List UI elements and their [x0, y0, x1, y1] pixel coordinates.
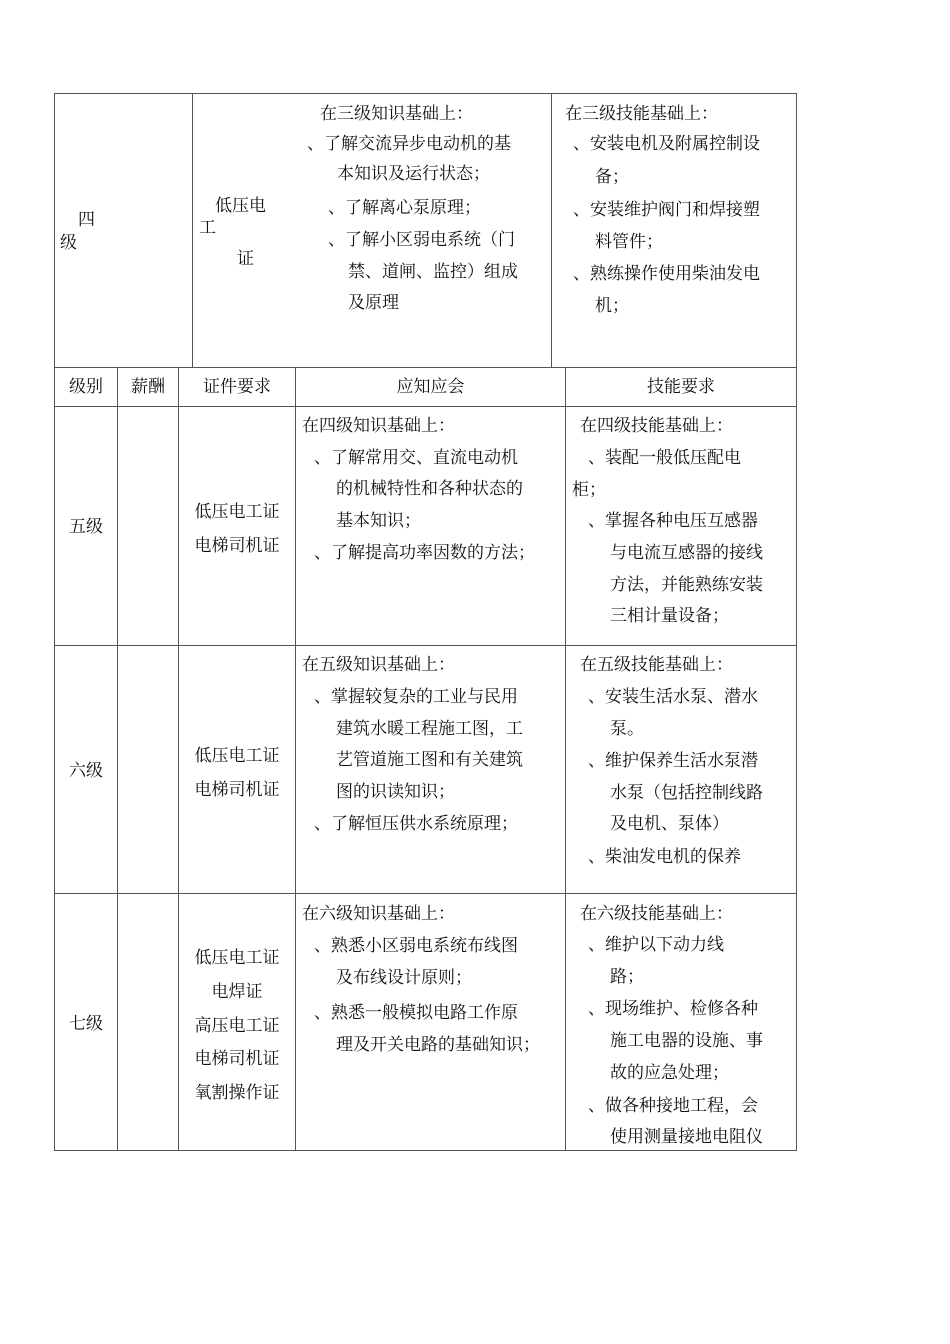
skills-item: 、安装生活水泵、潜水: [588, 687, 758, 707]
skills-item: 故的应急处理；: [610, 1063, 729, 1083]
header-skills: 技能要求: [647, 377, 715, 397]
skills-item: 、熟练操作使用柴油发电: [573, 264, 760, 284]
table-border: [54, 645, 797, 646]
skills-item: 柜；: [572, 480, 606, 500]
knowledge-item: 禁、道闸、监控）组成: [348, 262, 518, 282]
knowledge-item: 、了解提高功率因数的方法；: [314, 543, 535, 563]
table-border: [295, 367, 296, 1151]
skills-item: 泵。: [610, 719, 644, 739]
table-border: [54, 367, 797, 368]
table-border: [54, 93, 55, 367]
cert-item: 高压电工证: [194, 1016, 280, 1036]
skills-heading: 在六级技能基础上：: [580, 904, 733, 924]
table-border: [117, 367, 118, 1151]
skills-item: 、装配一般低压配电: [588, 448, 741, 468]
cert-item: 电焊证: [211, 982, 263, 1002]
table-border: [796, 93, 797, 367]
cert-label-line1: 低压电: [215, 196, 266, 216]
table-border: [54, 406, 797, 407]
knowledge-item: 理及开关电路的基础知识；: [336, 1035, 540, 1055]
table-border: [796, 367, 797, 1151]
skills-item: 路；: [610, 967, 644, 987]
cert-item: 电梯司机证: [194, 780, 280, 800]
cert-label-line2: 工: [199, 218, 216, 238]
header-salary: 薪酬: [131, 377, 165, 397]
skills-item: 及电机、泵体）: [610, 814, 729, 834]
knowledge-item: 基本知识；: [336, 511, 421, 531]
level-label-line2: 级: [60, 233, 77, 253]
knowledge-item: 、熟悉小区弱电系统布线图: [314, 936, 518, 956]
knowledge-item: 、了解离心泵原理；: [328, 198, 481, 218]
knowledge-item: 、了解恒压供水系统原理；: [314, 814, 518, 834]
cert-label-line3: 证: [237, 249, 254, 269]
knowledge-heading: 在六级知识基础上：: [302, 904, 455, 924]
skills-item: 施工电器的设施、事: [610, 1031, 763, 1051]
skills-heading: 在四级技能基础上：: [580, 416, 733, 436]
skills-item: 机；: [595, 296, 629, 316]
knowledge-item: 的机械特性和各种状态的: [336, 479, 523, 499]
knowledge-item: 艺管道施工图和有关建筑: [336, 750, 523, 770]
level-cell: 六级: [69, 761, 103, 781]
cert-item: 氧割操作证: [194, 1083, 280, 1103]
header-level: 级别: [69, 377, 103, 397]
knowledge-item: 本知识及运行状态；: [337, 164, 490, 184]
table-border: [192, 93, 193, 367]
level-label-line1: 四: [78, 210, 95, 230]
knowledge-heading: 在五级知识基础上：: [302, 655, 455, 675]
level-cell: 五级: [69, 517, 103, 537]
table-border: [54, 893, 797, 894]
skills-item: 方法，并能熟练安装: [610, 575, 763, 595]
knowledge-item: 、了解小区弱电系统（门: [328, 230, 515, 250]
table-border: [565, 367, 566, 1151]
header-knowledge: 应知应会: [396, 377, 465, 397]
cert-item: 低压电工证: [194, 948, 280, 968]
knowledge-heading: 在三级知识基础上：: [320, 104, 473, 124]
cert-item: 低压电工证: [194, 746, 280, 766]
header-cert: 证件要求: [203, 377, 271, 397]
skills-item: 、安装电机及附属控制设: [573, 134, 760, 154]
skills-item: 三相计量设备；: [610, 606, 729, 626]
table-border: [54, 93, 797, 94]
knowledge-item: 、了解常用交、直流电动机: [314, 448, 518, 468]
skills-item: 水泵（包括控制线路: [610, 783, 763, 803]
skills-item: 、维护以下动力线: [588, 935, 724, 955]
knowledge-item: 图的识读知识；: [336, 782, 455, 802]
table-border: [551, 93, 552, 367]
cert-item: 低压电工证: [194, 502, 280, 522]
cert-item: 电梯司机证: [194, 1049, 280, 1069]
skills-item: 使用测量接地电阻仪: [610, 1127, 763, 1147]
level-cell: 七级: [69, 1014, 103, 1034]
skills-item: 备；: [595, 167, 629, 187]
knowledge-item: 及原理: [348, 293, 399, 313]
knowledge-item: 及布线设计原则；: [336, 968, 472, 988]
skills-item: 、维护保养生活水泵潜: [588, 751, 758, 771]
knowledge-item: 、熟悉一般模拟电路工作原: [314, 1003, 518, 1023]
skills-item: 、现场维护、检修各种: [588, 999, 758, 1019]
skills-item: 、掌握各种电压互感器: [588, 511, 758, 531]
skills-heading: 在五级技能基础上：: [580, 655, 733, 675]
skills-item: 与电流互感器的接线: [610, 543, 763, 563]
skills-item: 料管件；: [595, 232, 663, 252]
knowledge-item: 、了解交流异步电动机的基: [307, 134, 511, 154]
skills-item: 、做各种接地工程，会: [588, 1096, 758, 1116]
cert-item: 电梯司机证: [194, 536, 280, 556]
skills-item: 、柴油发电机的保养: [588, 847, 741, 867]
knowledge-heading: 在四级知识基础上：: [302, 416, 455, 436]
knowledge-item: 建筑水暖工程施工图，工: [336, 719, 523, 739]
knowledge-item: 、掌握较复杂的工业与民用: [314, 687, 518, 707]
skills-item: 、安装维护阀门和焊接塑: [573, 200, 760, 220]
skills-heading: 在三级技能基础上：: [565, 104, 718, 124]
